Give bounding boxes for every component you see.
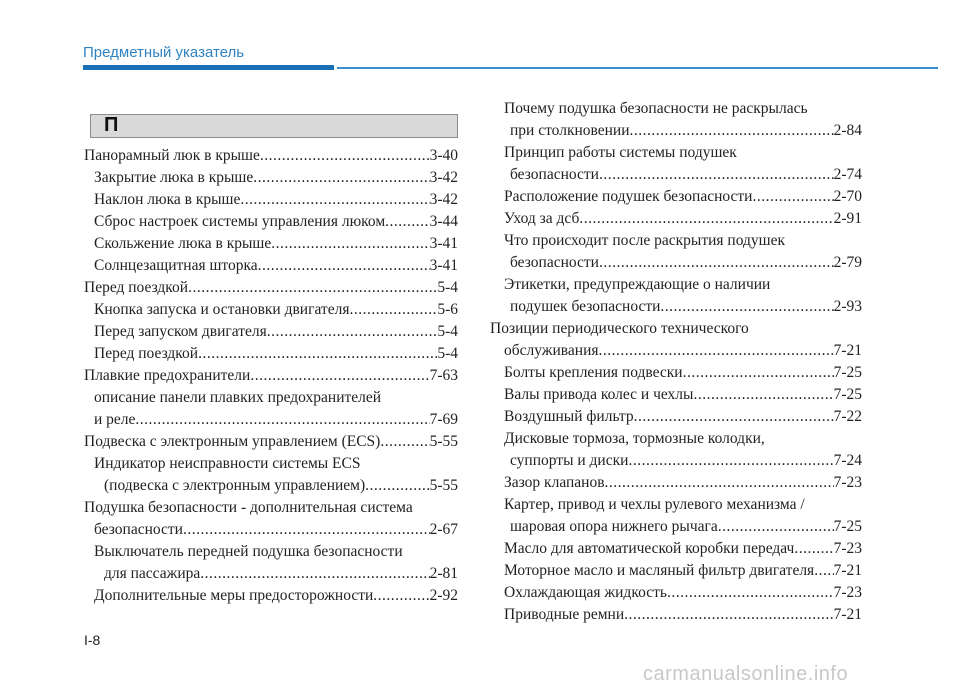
index-entry-page: 7-23 [833, 540, 862, 557]
dot-leader [380, 431, 429, 453]
index-entry-text: безопасности [510, 254, 599, 271]
index-entry-text: Моторное масло и масляный фильтр двигателя [504, 562, 815, 579]
index-entry-page: 2-67 [429, 521, 458, 538]
index-entry [84, 299, 458, 321]
index-entry-text: Масло для автоматической коробки передач [504, 540, 795, 557]
index-column-left [84, 145, 458, 607]
dot-leader [250, 365, 429, 387]
index-letter: П [104, 114, 119, 136]
dot-leader [198, 343, 437, 365]
index-entry-page: 2-91 [833, 210, 862, 227]
index-entry [84, 343, 458, 365]
dot-leader [693, 384, 833, 406]
index-entry-text: Перед поездкой [94, 345, 199, 362]
dot-leader [385, 211, 429, 233]
index-entry-text: Перед поездкой [84, 279, 189, 296]
index-entry-text: Что происходит после раскрытия подушек [504, 232, 785, 249]
index-letter-box [90, 114, 458, 138]
index-entry-page: 7-69 [429, 411, 458, 428]
dot-leader [624, 604, 833, 626]
index-entry [84, 519, 458, 541]
index-entry [490, 406, 862, 428]
index-entry-page: 2-92 [429, 587, 458, 604]
index-entry-text: Наклон люка в крыше [94, 191, 241, 208]
index-entry [84, 585, 458, 607]
dot-leader [258, 255, 430, 277]
index-entry-text: безопасности [94, 521, 183, 538]
index-entry-text: безопасности [510, 166, 599, 183]
index-entry-text: Зазор клапанов [504, 474, 605, 491]
index-entry-text: Охлаждающая жидкость [504, 584, 667, 601]
dot-leader [253, 167, 429, 189]
index-entry-text: Индикатор неисправности системы ECS [94, 455, 361, 472]
index-entry [84, 409, 458, 431]
dot-leader [200, 563, 429, 585]
index-entry-text: (подвеска с электронным управлением) [104, 477, 366, 494]
index-entry-page: 3-42 [429, 191, 458, 208]
index-entry-text: Принцип работы системы подушек [504, 144, 737, 161]
index-entry-page: 7-21 [833, 342, 862, 359]
index-entry-text: Почему подушка безопасности не раскрылась [504, 100, 808, 117]
dot-leader [579, 208, 833, 230]
index-entry [490, 142, 862, 164]
index-entry-page: 3-44 [429, 213, 458, 230]
index-entry-page: 2-74 [833, 166, 862, 183]
index-entry [84, 189, 458, 211]
dot-leader [240, 189, 429, 211]
index-entry-page: 7-25 [833, 518, 862, 535]
index-entry-text: Болты крепления подвески [504, 364, 683, 381]
index-entry-text: для пассажира [104, 565, 201, 582]
dot-leader [365, 475, 429, 497]
index-entry [490, 296, 862, 318]
dot-leader [373, 585, 429, 607]
dot-leader [605, 472, 834, 494]
index-entry-page: 2-84 [833, 122, 862, 139]
index-entry [490, 208, 862, 230]
index-entry-text: Расположение подушек безопасности [504, 188, 753, 205]
index-entry [490, 318, 862, 340]
dot-leader [683, 362, 834, 384]
index-entry-text: Подушка безопасности - дополнительная система [84, 499, 413, 516]
index-entry-page: 7-23 [833, 584, 862, 601]
index-entry [84, 563, 458, 585]
index-entry-page: 5-4 [437, 279, 458, 296]
dot-leader [599, 340, 834, 362]
index-entry-text: Солнцезащитная шторка [94, 257, 258, 274]
index-entry-text: Дополнительные меры предосторожности [94, 587, 374, 604]
index-entry [490, 472, 862, 494]
index-entry-text: шаровая опора нижнего рычага [510, 518, 718, 535]
index-entry [490, 560, 862, 582]
index-entry [84, 233, 458, 255]
index-entry-page: 3-40 [429, 147, 458, 164]
index-entry-page: 2-93 [833, 298, 862, 315]
index-entry [84, 475, 458, 497]
index-entry-page: 7-23 [833, 474, 862, 491]
index-entry [84, 255, 458, 277]
index-entry [490, 186, 862, 208]
index-entry-page: 3-41 [429, 257, 458, 274]
index-entry-text: Уход за дсб [504, 210, 580, 227]
index-entry [84, 277, 458, 299]
index-entry-page: 5-55 [429, 433, 458, 450]
index-entry [490, 428, 862, 450]
dot-leader [599, 252, 834, 274]
index-entry [84, 387, 458, 409]
index-column-right [490, 98, 862, 626]
dot-leader [634, 406, 834, 428]
index-entry-page: 2-79 [833, 254, 862, 271]
index-entry-page: 3-42 [429, 169, 458, 186]
index-entry-text: Скольжение люка в крыше [94, 235, 272, 252]
dot-leader [718, 516, 834, 538]
index-entry-page: 3-41 [429, 235, 458, 252]
index-entry [490, 516, 862, 538]
dot-leader [260, 145, 430, 167]
index-entry-page: 7-63 [429, 367, 458, 384]
index-entry-page: 5-4 [437, 323, 458, 340]
index-entry-text: обслуживания [504, 342, 599, 359]
index-entry [490, 384, 862, 406]
index-entry-page: 7-25 [833, 386, 862, 403]
index-entry-text: Воздушный фильтр [504, 408, 634, 425]
index-entry-text: Приводные ремни [504, 606, 625, 623]
index-entry-text: Перед запуском двигателя [94, 323, 267, 340]
index-entry [490, 164, 862, 186]
index-entry-text: при столкновении [510, 122, 630, 139]
dot-leader [188, 277, 437, 299]
index-entry [84, 431, 458, 453]
dot-leader [630, 120, 834, 142]
index-entry-text: Картер, привод и чехлы рулевого механизма / [504, 496, 805, 513]
dot-leader [271, 233, 429, 255]
index-entry-text: Позиции периодического технического [490, 320, 749, 337]
index-entry-text: Плавкие предохранители [84, 367, 251, 384]
index-entry-text: Выключатель передней подушка безопасности [94, 543, 403, 560]
dot-leader [628, 450, 833, 472]
index-entry [84, 321, 458, 343]
dot-leader [183, 519, 430, 541]
index-entry [490, 538, 862, 560]
index-entry [84, 365, 458, 387]
index-entry-page: 7-21 [833, 606, 862, 623]
index-entry [84, 167, 458, 189]
index-entry-page: 7-21 [833, 562, 862, 579]
index-entry-text: описание панели плавких предохранителей [94, 389, 382, 406]
section-header-title: Предметный указатель [83, 44, 245, 61]
index-entry [84, 211, 458, 233]
index-entry-text: Сброс настроек системы управления люком [94, 213, 386, 230]
dot-leader [667, 582, 834, 604]
index-entry-text: Подвеска с электронным управлением (ECS) [84, 433, 381, 450]
index-entry [490, 230, 862, 252]
index-entry-text: Панорамный люк в крыше [84, 147, 260, 164]
index-entry [84, 453, 458, 475]
index-entry [490, 340, 862, 362]
index-entry [490, 120, 862, 142]
index-entry-text: Дисковые тормоза, тормозные колодки, [504, 430, 765, 447]
dot-leader [267, 321, 438, 343]
dot-leader [135, 409, 429, 431]
index-entry [490, 582, 862, 604]
index-entry-text: Этикетки, предупреждающие о наличии [504, 276, 771, 293]
index-entry-page: 7-25 [833, 364, 862, 381]
dot-leader [660, 296, 833, 318]
index-entry-page: 7-22 [833, 408, 862, 425]
index-entry [84, 497, 458, 519]
index-entry-text: Кнопка запуска и остановки двигателя [94, 301, 350, 318]
dot-leader [794, 538, 833, 560]
header-rule-accent [83, 65, 334, 70]
index-entry-text: и реле [94, 411, 136, 428]
page-number: I-8 [84, 632, 101, 648]
index-entry-text: суппорты и диски [510, 452, 629, 469]
index-entry-text: Валы привода колес и чехлы [504, 386, 694, 403]
index-entry [490, 98, 862, 120]
index-entry-page: 5-6 [437, 301, 458, 318]
index-entry-text: Закрытие люка в крыше [94, 169, 254, 186]
header-rule [337, 67, 938, 69]
index-entry-page: 5-4 [437, 345, 458, 362]
index-entry [490, 274, 862, 296]
index-entry-page: 5-55 [429, 477, 458, 494]
index-entry [490, 362, 862, 384]
index-entry [490, 252, 862, 274]
index-entry [490, 450, 862, 472]
dot-leader [349, 299, 437, 321]
index-entry-page: 2-70 [833, 188, 862, 205]
dot-leader [752, 186, 833, 208]
index-entry [84, 541, 458, 563]
dot-leader [814, 560, 833, 582]
index-entry [490, 604, 862, 626]
watermark: carmanualsonline.info [643, 663, 849, 685]
index-entry-page: 2-81 [429, 565, 458, 582]
index-entry-text: подушек безопасности [510, 298, 661, 315]
index-entry-page: 7-24 [833, 452, 862, 469]
dot-leader [599, 164, 834, 186]
index-entry [84, 145, 458, 167]
index-entry [490, 494, 862, 516]
